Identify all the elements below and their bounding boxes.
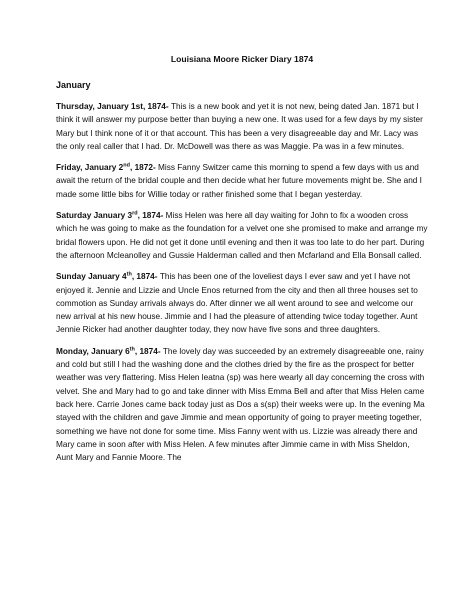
document-title: Louisiana Moore Ricker Diary 1874 xyxy=(170,54,314,64)
entry-date-separator: - xyxy=(152,163,158,173)
entry-date-text: Thursday, January 1st, 1874 xyxy=(56,102,166,111)
entry-date xyxy=(56,272,160,281)
entry-date-year: , 1872 xyxy=(130,163,153,173)
entry-date-year: , 1874 xyxy=(137,211,161,221)
entry-date-year: , 1874 xyxy=(131,272,155,282)
entry-date-suffix: th xyxy=(129,346,135,352)
entry-date-suffix: th xyxy=(126,271,132,278)
diary-entry xyxy=(56,270,428,336)
entry-date xyxy=(56,347,163,356)
entry-date-text: Friday, January 2 xyxy=(56,163,124,173)
diary-entry xyxy=(56,161,428,201)
entry-date-separator: - xyxy=(160,211,166,221)
month-heading: January xyxy=(56,80,91,90)
entry-date-suffix: nd xyxy=(123,162,130,169)
entry-body: Miss Helen was here all day waiting for John to fix a wooden cross which he was going to make as the foundation for a velvet one she promised to make and arrange my bridal flowers upon. He did not get it done until evening and then it was too late to do her part. During the afternoon Mcleanolley and Gussie Halderman called and then Mcfarland and Ella Bonsall called. xyxy=(56,211,428,260)
entry-date-year: , 1874 xyxy=(134,346,158,356)
entry-date xyxy=(56,102,171,111)
diary-entry xyxy=(56,209,428,262)
entry-body: Miss Fanny Switzer came this morning to spend a few days with us and await the return of the bridal couple and then decide what her future movements might be. She and I made some little bibs for Willie today or rather finished some that I began yesterday. xyxy=(56,163,422,199)
entry-date-suffix: rd xyxy=(132,210,138,217)
diary-page xyxy=(56,54,428,472)
entry-date-separator: - xyxy=(157,346,163,356)
entry-date xyxy=(56,211,166,220)
entry-body: This is a new book and yet it is not new, being dated Jan. 1871 but I think it will answer my purpose better than buying a new one. It was used for a few days by my sister Mary but I think none of it or that account. This has been a very disagreeable day and Mr. Lacy was the only real caller that I had. Dr. McDowell was there as was Maggie. Pa was in a few minutes. xyxy=(56,102,423,151)
entry-date-text: Sunday January 4 xyxy=(56,272,127,282)
entry-date-separator: - xyxy=(165,102,171,111)
entry-date-separator: - xyxy=(154,272,160,282)
entry-date-text: Monday, January 6 xyxy=(56,346,130,356)
entry-date-text: Saturday January 3 xyxy=(56,211,133,221)
diary-entry xyxy=(56,100,428,153)
entry-date xyxy=(56,163,158,172)
entry-body: The lovely day was succeeded by an extremely disagreeable one, rainy and cold but still I had the washing done and the clothes dried by the fire as the prospect for better weather was very flattering. Miss Helen leatna (sp) was here wearly all day concerning the cross with velvet. She and Mary had to go and take dinner with Miss Emma Bell and after that Miss Helen came back here. Carrie Jones came back today just as Dos a s(sp) their weeks were up. In the evening Ma stayed with the children and gave Jimmie and mean opportunity of going to prayer meeting together, something we have not done for some time. Miss Fanny went with us. Lizzie was already there and Mary came in soon after with Miss Helen. A few minutes after Jimmie came in with Miss Sheldon, Aunt Mary and Fannie Moore. The xyxy=(56,346,425,463)
diary-entry xyxy=(56,345,428,465)
entry-body: This has been one of the loveliest days I ever saw and yet I have not enjoyed it. Jennie and Lizzie and Uncle Enos returned from the city and then all three houses set to commotion as Sunday arrivals always do. After dinner we all went around to see and welcome our new arrival at his new house. Jimmie and I had the pleasure of attending twice today together. Aunt Jennie Ricker had another daughter today, they now have five sons and three daughters. xyxy=(56,272,418,335)
